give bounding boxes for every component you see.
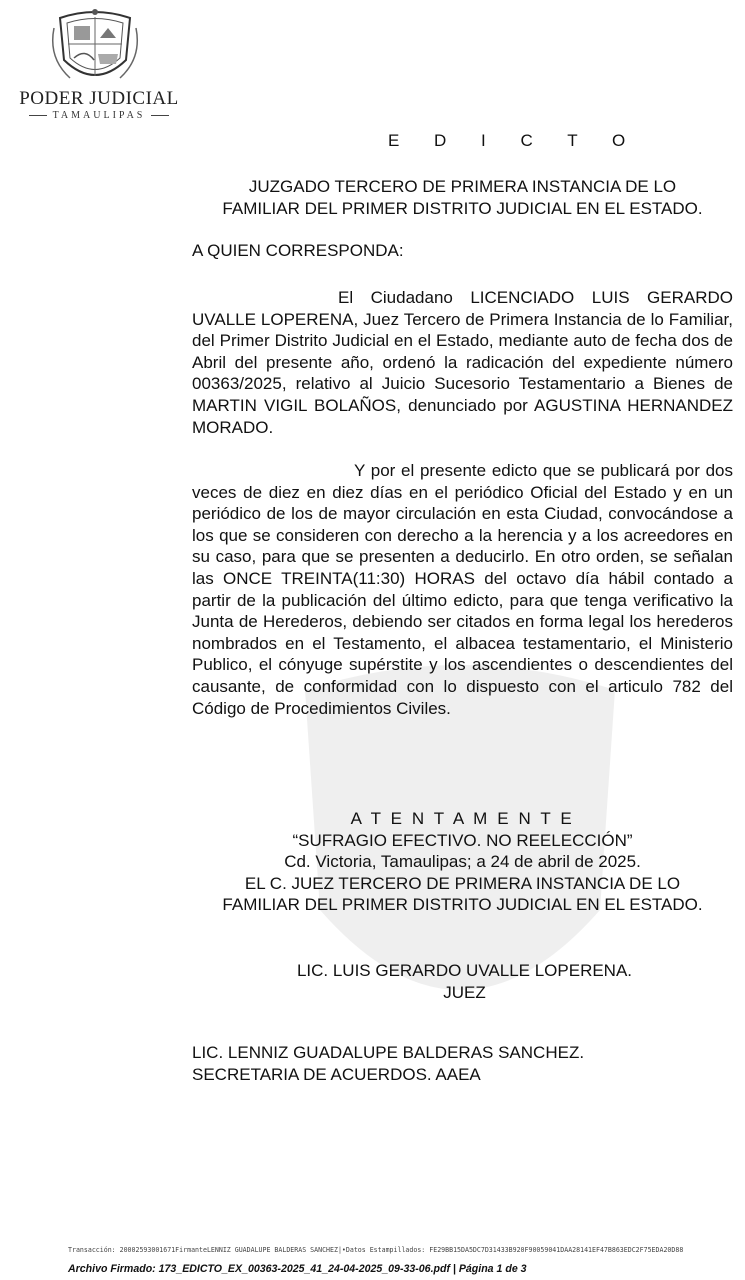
- court-line: FAMILIAR DEL PRIMER DISTRITO JUDICIAL EN EL ESTADO.: [222, 198, 703, 218]
- court-heading: [192, 176, 733, 219]
- judge-title-line: EL C. JUEZ TERCERO DE PRIMERA INSTANCIA DE LO: [244, 873, 681, 893]
- organization-name: PODER JUDICIAL: [19, 88, 179, 109]
- secretary-role: SECRETARIA DE ACUERDOS. AAEA: [192, 1064, 481, 1084]
- secretary-name: LIC. LENNIZ GUADALUPE BALDERAS SANCHEZ.: [192, 1043, 585, 1062]
- signature-block: [192, 808, 733, 916]
- judge-signature: [192, 960, 735, 1003]
- place-date: Cd. Victoria, Tamaulipas; a 24 de abril de 2025.: [284, 852, 641, 872]
- signed-file-info: Archivo Firmado: 173_EDICTO_EX_00363-2025_41_24-04-2025_09-33-06.pdf | Página 1 de 3: [68, 1263, 527, 1275]
- transaction-stamp: Transacción: 20002593001671FirmanteLENNIZ GUADALUPE BALDERAS SANCHEZ|•Datos Estampillados: FE29BB15DA5DC7D31433B920F90059041DAA28141EF47B863EDC2F75EDA20D88: [68, 1246, 684, 1254]
- organization-state: TAMAULIPAS: [14, 110, 184, 121]
- document-title: E D I C T O: [388, 131, 641, 150]
- paragraph-1: El Ciudadano LICENCIADO LUIS GERARDO UVALLE LOPERENA, Juez Tercero de Primera Instancia de lo Familiar, del Primer Distrito Judicial en el Estado, mediante auto de fecha dos de Abril del presente año, ordenó la radicación del expediente número 00363/2025, relativo al Juicio Sucesorio Testamentario a Bienes de MARTIN VIGIL BOLAÑOS, denunciado por AGUSTINA HERNANDEZ MORADO.: [192, 288, 733, 437]
- coat-of-arms-icon: [50, 8, 140, 88]
- secretary-signature: [192, 1042, 733, 1085]
- motto: “SUFRAGIO EFECTIVO. NO REELECCIÓN”: [292, 830, 633, 850]
- addressee: A QUIEN CORRESPONDA:: [192, 241, 404, 260]
- judge-title-line: FAMILIAR DEL PRIMER DISTRITO JUDICIAL EN EL ESTADO.: [222, 895, 703, 915]
- closing-text: A T E N T A M E N T E: [350, 809, 575, 828]
- judge-name: LIC. LUIS GERARDO UVALLE LOPERENA.: [296, 961, 633, 980]
- judge-role: JUEZ: [443, 982, 486, 1002]
- paragraph-2: Y por el presente edicto que se publicará por dos veces de diez en diez días en el periódico Oficial del Estado y en un periódico de los de mayor circulación en esta Ciudad, convocándose a los que se consideren con derecho a la herencia y a los acreedores en su caso, para que se presenten a deducirlo. En otro orden, se señalan las ONCE TREINTA(11:30) HORAS del octavo día hábil contado a partir de la publicación del último edicto, para que tenga verificativo la Junta de Herederos, debiendo ser citados en forma legal los herederos nombrados en el Testamento, el albacea testamentario, el Ministerio Publico, el cónyuge supérstite y los ascendientes o descendientes del causante, de conformidad con lo dispuesto con el articulo 782 del Código de Procedimientos Civiles.: [192, 461, 733, 718]
- court-line: JUZGADO TERCERO DE PRIMERA INSTANCIA DE LO: [248, 177, 677, 196]
